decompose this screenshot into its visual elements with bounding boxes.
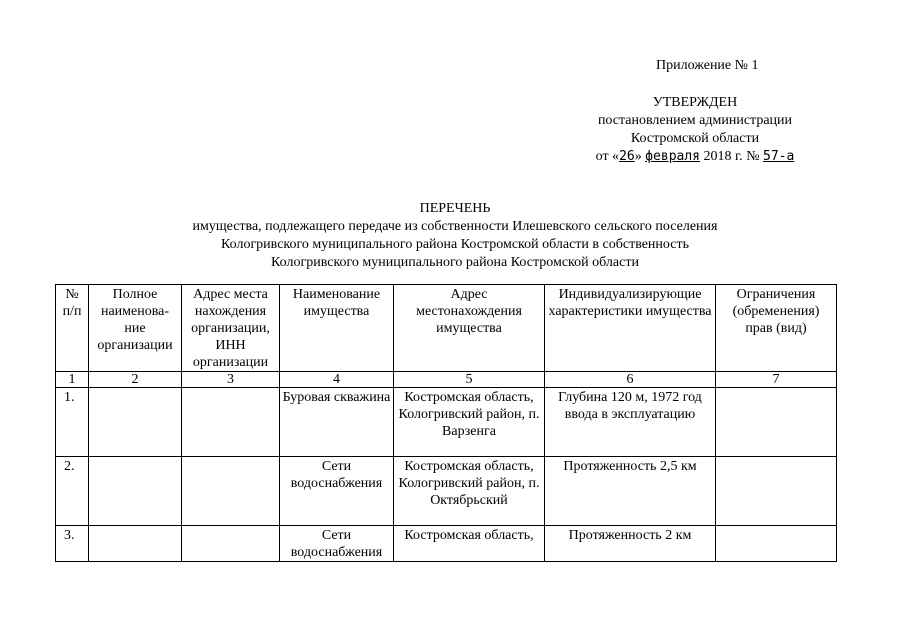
org-address-cell xyxy=(182,457,280,526)
row-number: 3. xyxy=(56,526,89,562)
property-address-cell: Костромская область, xyxy=(394,526,545,562)
characteristics-cell: Протяженность 2,5 км xyxy=(545,457,716,526)
header-number: № п/п xyxy=(56,285,89,372)
row-number: 2. xyxy=(56,457,89,526)
property-name-cell: Сети водоснабжения xyxy=(280,457,394,526)
approval-line-1: постановлением администрации xyxy=(597,113,793,128)
column-number-row xyxy=(56,372,837,388)
characteristics-cell: Глубина 120 м, 1972 год ввода в эксплуатацию xyxy=(545,388,716,457)
heading-line-3: Кологривского муниципального района Костромской области xyxy=(271,255,639,270)
approval-line-2: Костромской области xyxy=(630,131,760,146)
number-label: № xyxy=(746,149,760,164)
table-header-row xyxy=(56,285,837,372)
header-org-address: Адрес места нахождения организации, ИНН организации xyxy=(182,285,280,372)
date-month: февраля xyxy=(645,149,701,164)
date-mid: » xyxy=(634,149,646,164)
org-address-cell xyxy=(182,388,280,457)
column-number: 4 xyxy=(280,372,394,388)
restrictions-cell xyxy=(716,388,837,457)
restrictions-cell xyxy=(716,526,837,562)
document-heading xyxy=(60,200,850,272)
table-row xyxy=(56,526,837,562)
org-name-cell xyxy=(89,388,182,457)
date-day: 26 xyxy=(619,149,635,164)
approval-date-line xyxy=(540,148,850,166)
header-restrictions: Ограничения (обременения) прав (вид) xyxy=(716,285,837,372)
org-address-cell xyxy=(182,526,280,562)
org-name-cell xyxy=(89,457,182,526)
property-address-cell: Костромская область, Кологривский район, п. Варзенга xyxy=(394,388,545,457)
header-org-name: Полное наименова-ние организации xyxy=(89,285,182,372)
restrictions-cell xyxy=(716,457,837,526)
table-row xyxy=(56,457,837,526)
heading-title: ПЕРЕЧЕНЬ xyxy=(419,201,491,216)
header-characteristics: Индивидуализирующие характеристики имущества xyxy=(545,285,716,372)
property-address-cell: Костромская область, Кологривский район, п. Октябрьский xyxy=(394,457,545,526)
decree-number: 57-а xyxy=(763,149,795,164)
characteristics-cell: Протяженность 2 км xyxy=(545,526,716,562)
row-number: 1. xyxy=(56,388,89,457)
column-number: 2 xyxy=(89,372,182,388)
column-number: 6 xyxy=(545,372,716,388)
header-property-name: Наименование имущества xyxy=(280,285,394,372)
heading-line-1: имущества, подлежащего передаче из собственности Илешевского сельского поселения xyxy=(192,219,718,234)
heading-line-2: Кологривского муниципального района Костромской области в собственность xyxy=(221,237,689,252)
header-property-address: Адрес местонахождения имущества xyxy=(394,285,545,372)
table-row xyxy=(56,388,837,457)
column-number: 7 xyxy=(716,372,837,388)
date-year: 2018 г. xyxy=(703,149,743,164)
property-table xyxy=(55,284,837,562)
approval-title: УТВЕРЖДЕН xyxy=(652,95,738,110)
approval-block xyxy=(540,94,850,166)
org-name-cell xyxy=(89,526,182,562)
date-prefix: от « xyxy=(595,149,620,164)
appendix-label: Приложение № 1 xyxy=(656,58,759,73)
column-number: 3 xyxy=(182,372,280,388)
property-name-cell: Буровая скважина xyxy=(280,388,394,457)
property-name-cell: Сети водоснабжения xyxy=(280,526,394,562)
column-number: 5 xyxy=(394,372,545,388)
column-number: 1 xyxy=(56,372,89,388)
